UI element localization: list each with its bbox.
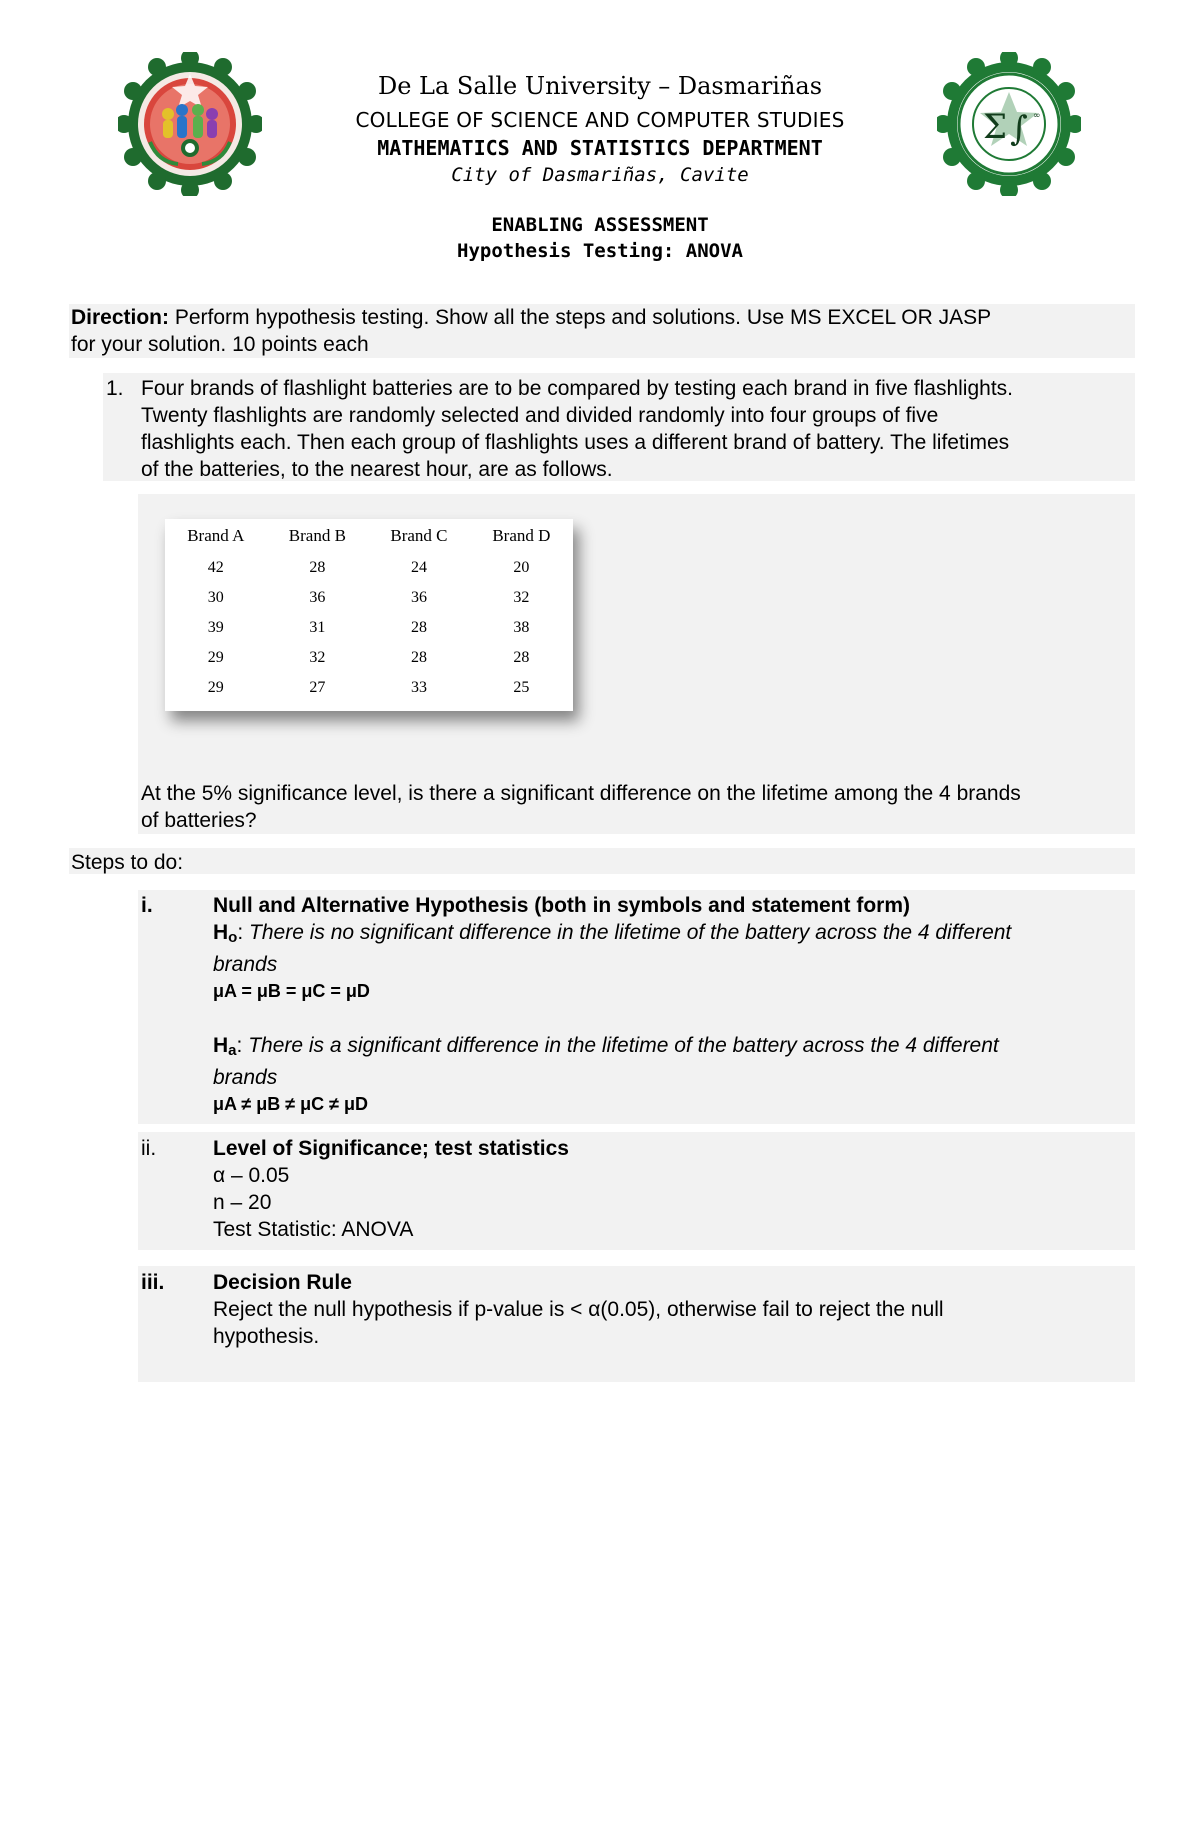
table-cell: 42 <box>207 559 224 576</box>
problem-number: 1. <box>106 377 124 400</box>
assessment-title: ENABLING ASSESSMENT <box>491 214 709 236</box>
h0-label <box>213 921 237 944</box>
svg-text:∫: ∫ <box>1010 109 1028 149</box>
table-cell: 32 <box>309 649 326 666</box>
battery-lifetime-table <box>165 519 573 711</box>
h0-statement <box>213 919 1135 951</box>
university-name: De La Salle University – Dasmariñas <box>377 72 823 100</box>
table-cell: 28 <box>410 619 427 636</box>
step1-title: Null and Alternative Hypothesis (both in symbols and statement form) <box>213 894 910 917</box>
steps-heading-shade <box>69 848 1135 874</box>
question-line: of batteries? <box>141 809 257 832</box>
table-cell: 36 <box>410 589 427 606</box>
question-line: At the 5% significance level, is there a significant difference on the lifetime among the 4 brands <box>141 782 1021 805</box>
table-row <box>165 553 573 583</box>
table-cell: 28 <box>410 649 427 666</box>
table-cell: 32 <box>513 589 530 606</box>
table-row <box>165 673 573 703</box>
table-row <box>165 613 573 643</box>
city-name: City of Dasmariñas, Cavite <box>451 164 749 186</box>
table-cell: 33 <box>410 679 427 696</box>
table-row <box>165 583 573 613</box>
ha-symbols: μA ≠ μB ≠ μC ≠ μD <box>213 1094 369 1114</box>
table-cell: 29 <box>207 679 224 696</box>
ha-text-line1: There is a significant difference in the lifetime of the battery across the 4 different <box>242 1034 999 1057</box>
college-name: COLLEGE OF SCIENCE AND COMPUTER STUDIES <box>355 108 845 132</box>
h0-text-line2: brands <box>213 953 278 976</box>
table-cell: 29 <box>207 649 224 666</box>
assessment-subtitle: Hypothesis Testing: ANOVA <box>457 240 743 262</box>
alpha-value: α – 0.05 <box>213 1164 290 1187</box>
table-cell: 39 <box>207 619 224 636</box>
table-row <box>165 643 573 673</box>
ha-text-line2: brands <box>213 1066 278 1089</box>
direction-text-line1: Perform hypothesis testing. Show all the steps and solutions. Use MS EXCEL OR JASP <box>169 306 992 329</box>
problem-question <box>141 780 1135 834</box>
table-cell: 25 <box>513 679 530 696</box>
step3-title: Decision Rule <box>213 1271 352 1294</box>
svg-text:∞: ∞ <box>1033 111 1041 121</box>
table-cell: 38 <box>513 619 530 636</box>
table-cell: 28 <box>513 649 530 666</box>
ha-statement <box>213 1032 1135 1064</box>
h0-symbols: μA = μB = μC = μD <box>213 981 370 1001</box>
step1-body <box>213 892 1135 1118</box>
table-cell: 28 <box>309 559 326 576</box>
table-header-row <box>165 519 573 553</box>
h0-label-sub: o <box>228 929 238 946</box>
h0-label-main: H <box>213 921 229 944</box>
decision-rule-line1: Reject the null hypothesis if p-value is < α(0.05), otherwise fail to reject the null <box>213 1298 944 1321</box>
table-cell: 27 <box>309 679 326 696</box>
step1-numeral: i. <box>141 894 153 917</box>
svg-text:Σ: Σ <box>982 107 1008 147</box>
table-cell: 24 <box>410 559 427 576</box>
problem-line: Four brands of flashlight batteries are to be compared by testing each brand in five flashlights. <box>141 377 1013 400</box>
table-header-brand-c: Brand C <box>390 526 448 545</box>
table-cell: 36 <box>309 589 326 606</box>
h0-colon: : <box>237 921 244 944</box>
problem-line: of the batteries, to the nearest hour, are as follows. <box>141 458 613 481</box>
table-header-brand-a: Brand A <box>187 526 245 545</box>
step2-title: Level of Significance; test statistics <box>213 1137 569 1160</box>
ha-colon: : <box>236 1034 243 1057</box>
direction-text-line2: for your solution. 10 points each <box>71 333 369 356</box>
test-statistic: Test Statistic: ANOVA <box>213 1218 414 1241</box>
step2-numeral: ii. <box>141 1137 157 1160</box>
direction-paragraph <box>71 304 1135 358</box>
problem-statement <box>141 375 1135 483</box>
sample-size: n – 20 <box>213 1191 272 1214</box>
step3-body <box>213 1269 1135 1350</box>
table-cell: 30 <box>207 589 224 606</box>
table-cell: 31 <box>309 619 326 636</box>
department-name: MATHEMATICS AND STATISTICS DEPARTMENT <box>377 136 823 160</box>
steps-heading: Steps to do: <box>71 851 184 874</box>
problem-line: Twenty flashlights are randomly selected and divided randomly into four groups of five <box>141 404 939 427</box>
ha-label-sub: a <box>228 1042 237 1059</box>
step3-numeral: iii. <box>141 1271 165 1294</box>
table-header-brand-d: Brand D <box>492 526 551 545</box>
h0-text-line1: There is no significant difference in the lifetime of the battery across the 4 different <box>243 921 1012 944</box>
direction-label: Direction: <box>71 306 170 329</box>
step2-body <box>213 1135 1135 1243</box>
problem-line: flashlights each. Then each group of flashlights uses a different brand of battery. The lifetimes <box>141 431 1010 454</box>
table-header-brand-b: Brand B <box>288 526 346 545</box>
table-cell: 20 <box>513 559 530 576</box>
decision-rule-line2: hypothesis. <box>213 1325 320 1348</box>
ha-label-main: H <box>213 1034 229 1057</box>
ha-label <box>213 1034 237 1057</box>
